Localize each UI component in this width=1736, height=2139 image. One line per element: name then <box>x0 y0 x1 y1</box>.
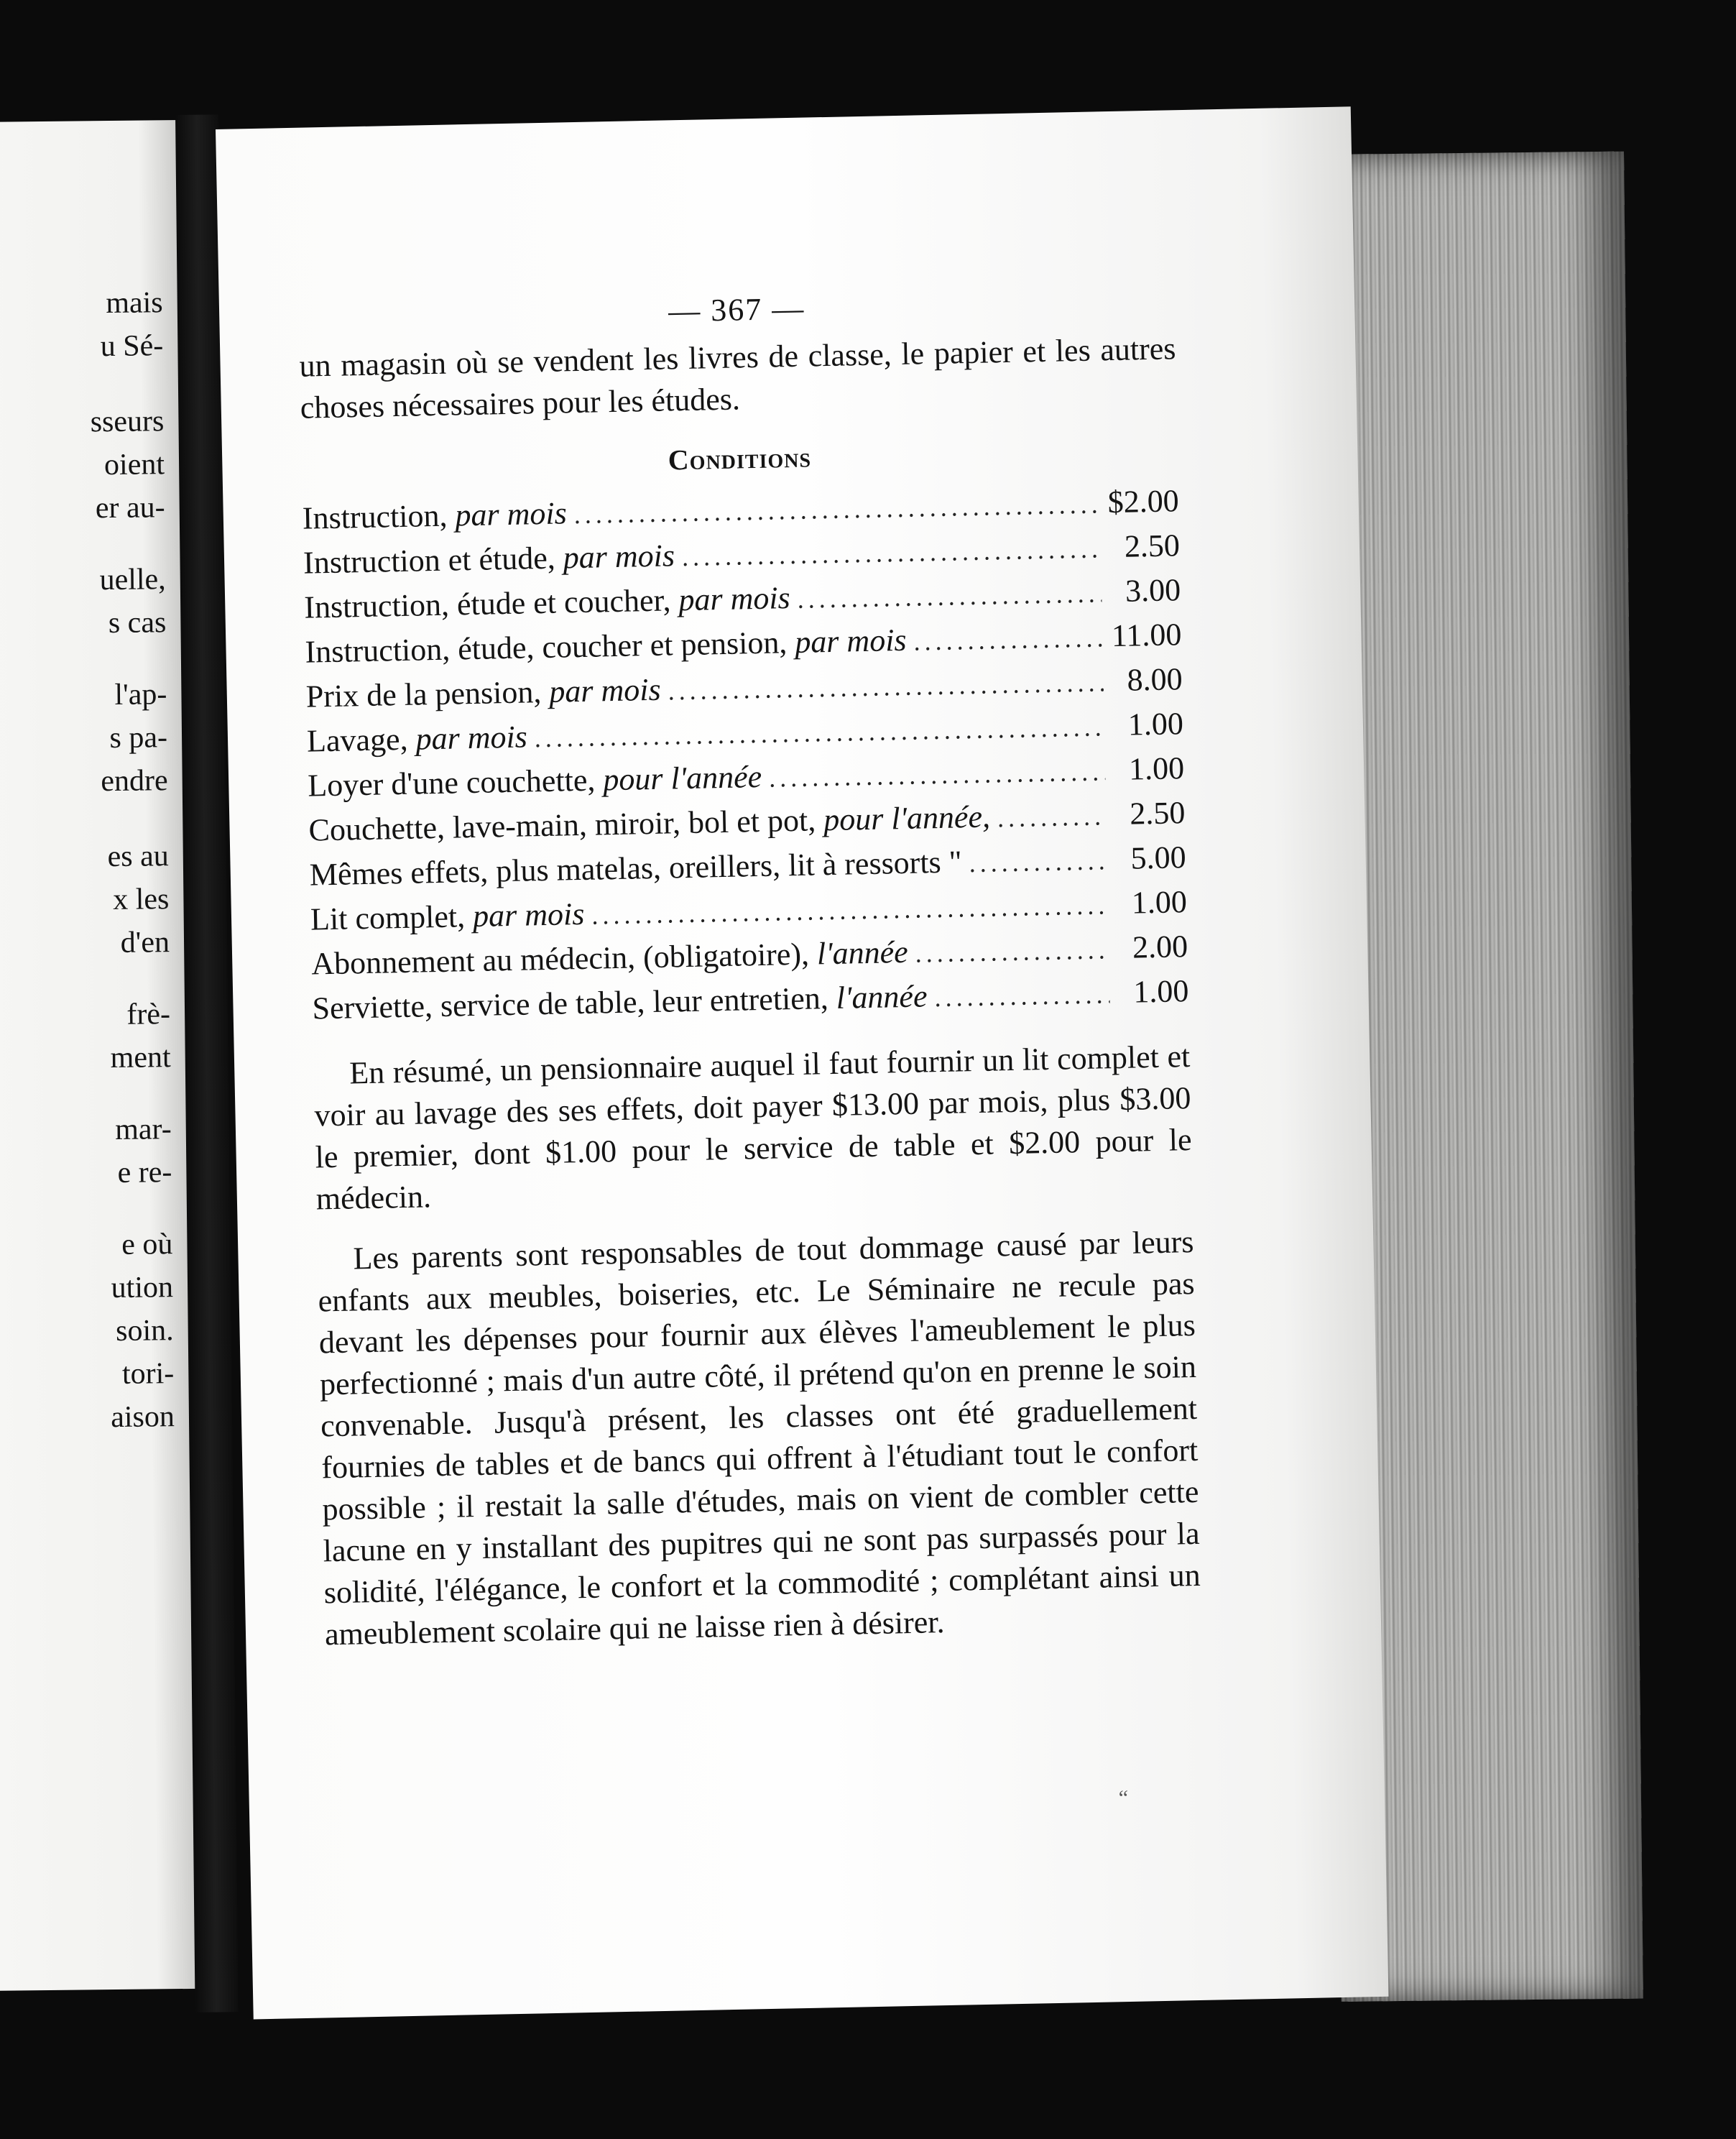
fee-table <box>302 479 1189 1031</box>
fee-description: Instruction, étude et coucher, <box>303 582 671 625</box>
fee-period: par mois <box>472 896 585 934</box>
fee-period: l'année <box>816 934 909 972</box>
facing-page-line: u Sé- <box>100 329 164 364</box>
facing-page-line: e où <box>121 1228 173 1261</box>
dot-leader <box>797 572 1102 620</box>
fee-period: par mois <box>415 719 528 757</box>
fee-description: Mêmes effets, plus matelas, oreillers, lit à ressorts " <box>309 844 963 893</box>
fee-description: Lavage, <box>306 721 409 759</box>
fee-label <box>310 893 584 941</box>
fee-amount: 11.00 <box>1111 617 1182 654</box>
facing-page-line: x les <box>112 883 170 916</box>
dot-leader <box>915 929 1109 975</box>
fee-period: par mois <box>454 495 568 533</box>
facing-page-line: ment <box>110 1041 171 1075</box>
fee-description: Couchette, lave-main, miroir, bol et pot, <box>308 802 816 848</box>
page-number: — 367 — <box>668 290 805 329</box>
fee-period: pour l'année <box>602 758 762 798</box>
fee-label <box>307 715 528 762</box>
facing-page-line: tori- <box>121 1357 175 1391</box>
fee-label <box>303 534 675 584</box>
fee-label <box>304 576 790 629</box>
fee-amount: 1.00 <box>1127 706 1184 742</box>
fee-description: Prix de la pension, <box>305 674 542 714</box>
fee-description: Instruction, étude, coucher et pension, <box>305 625 788 670</box>
facing-page-line: er au- <box>95 491 165 525</box>
facing-page-line: sseurs <box>90 405 165 439</box>
fee-period: par mois <box>678 580 791 618</box>
section-heading: Conditions <box>668 441 812 477</box>
dot-leader <box>997 795 1107 840</box>
page-text-block <box>298 282 1202 1655</box>
facing-page-line: oient <box>103 448 165 482</box>
facing-page-line: uelle, <box>99 563 166 597</box>
fee-label <box>308 755 762 807</box>
facing-page-line: e re- <box>117 1156 172 1190</box>
summary-paragraph: En résumé, un pensionnaire auquel il faut fournir un lit complet et voir au lavage des ses effets, doit payer $13.00 par mois, plus $3.00 le premier, dont $1.00 pour le service de table et $2.00 pour le médecin. <box>314 1039 1192 1217</box>
intro-paragraph: un magasin où se vendent les livres de classe, le papier et les autres choses nécessaires pour les études. <box>299 331 1176 426</box>
fee-period: l'année <box>836 978 928 1016</box>
fee-description: Serviette, service de table, leur entretien, <box>312 980 829 1026</box>
facing-page-line: aison <box>110 1400 175 1435</box>
fee-amount: 5.00 <box>1130 840 1187 876</box>
fee-amount: 3.00 <box>1125 572 1181 609</box>
fee-amount: 2.50 <box>1124 528 1181 564</box>
dot-leader <box>668 661 1104 712</box>
facing-page-line: mais <box>106 286 163 321</box>
fee-period: par mois <box>563 538 675 576</box>
fee-description: Abonnement au médecin, (obligatoire), <box>310 936 810 982</box>
fee-amount: 8.00 <box>1127 661 1183 698</box>
facing-page-line: ution <box>111 1271 174 1305</box>
book-page <box>216 106 1388 2019</box>
facing-page-line: frè- <box>126 998 171 1031</box>
fee-description: Instruction, <box>302 497 448 536</box>
fee-amount: 2.50 <box>1129 795 1186 832</box>
fee-amount: 1.00 <box>1128 750 1185 787</box>
fee-period: par mois <box>548 671 662 709</box>
facing-page-edge <box>0 120 199 1991</box>
facing-page-text <box>0 120 199 1991</box>
bottom-mark: “ <box>1118 1785 1129 1811</box>
fee-amount: 1.00 <box>1132 973 1189 1010</box>
fee-description: Lit complet, <box>310 898 466 937</box>
dot-leader <box>969 840 1107 885</box>
facing-page-line: s cas <box>108 606 167 640</box>
facing-page-line: s pa- <box>109 721 168 755</box>
dot-leader <box>913 617 1103 663</box>
fee-label <box>305 668 661 718</box>
facing-page-line: mar- <box>114 1113 172 1146</box>
fee-amount: $2.00 <box>1107 483 1180 520</box>
facing-page-line: endre <box>101 764 168 799</box>
dot-leader <box>769 750 1106 799</box>
fee-description: Loyer d'une couchette, <box>307 762 596 804</box>
fee-amount: 1.00 <box>1131 884 1188 921</box>
facing-page-line: soin. <box>115 1314 174 1348</box>
fee-description: Instruction et étude, <box>303 540 556 581</box>
fee-amount: 2.00 <box>1132 929 1188 965</box>
responsibility-paragraph: Les parents sont responsables de tout dommage causé par leurs enfants aux meubles, boiseries, etc. Le Séminaire ne recule pas devant les dépenses pour fournir aux élèves l'ameublement le plus perfectionné ; mais d'un autre côté, il prétend qu'on en prenne le soin convenable. Jusqu'à présent, les classes ont été graduellement fournies de tables et de bancs qui offrent à l'étudiant tout le confort possible ; il restait la salle d'études, mais on vient de combler cette lacune en y installant des pupitres qui ne sont pas surpassés pour la solidité, l'élégance, le confort et la commodité ; complétant ainsi un ameublement scolaire qui ne laisse rien à désirer. <box>318 1223 1201 1652</box>
fee-period: par mois <box>794 622 907 660</box>
fee-label <box>302 492 567 539</box>
facing-page-line: es au <box>107 840 169 874</box>
dot-leader <box>681 528 1101 579</box>
dot-leader <box>934 973 1110 1019</box>
facing-page-line: d'en <box>120 926 170 960</box>
fee-period: pour l'année, <box>823 799 991 838</box>
facing-page-line: l'ap- <box>114 678 167 712</box>
